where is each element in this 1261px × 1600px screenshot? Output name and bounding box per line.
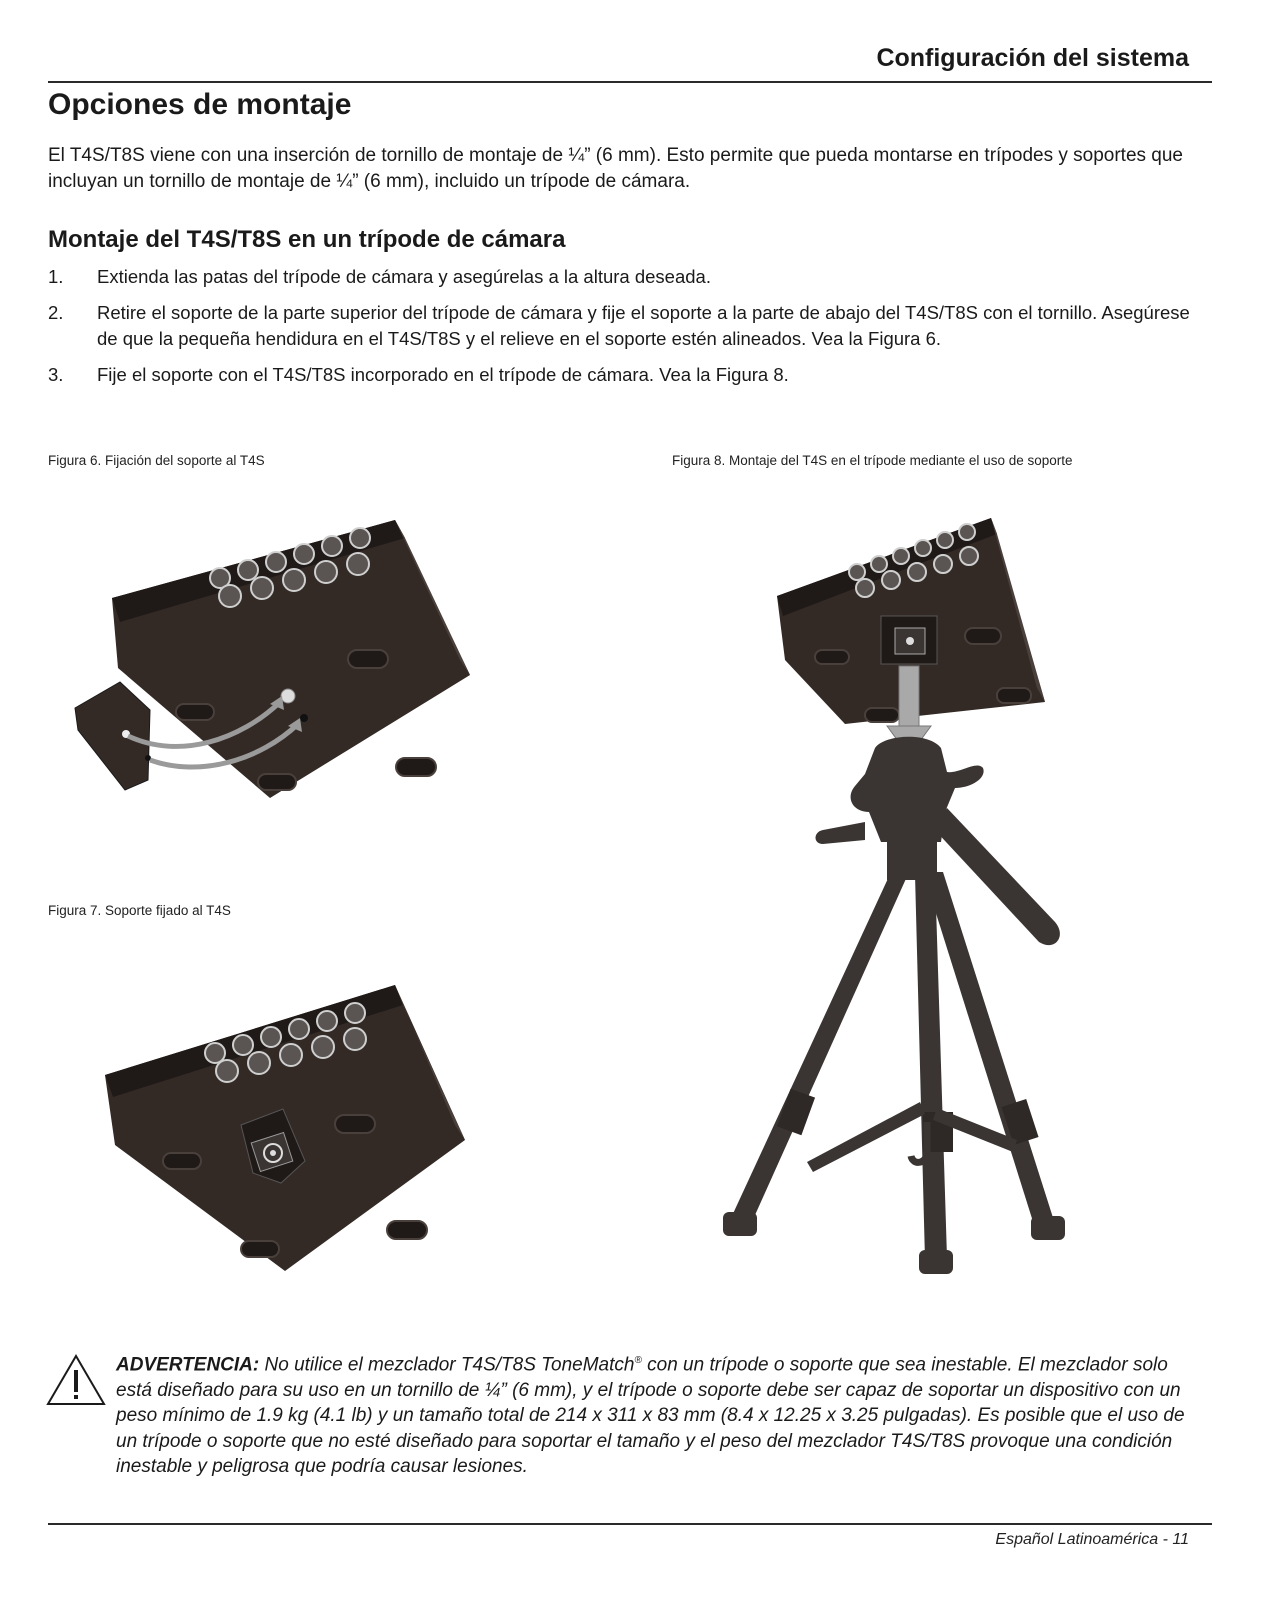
figure-7-illustration bbox=[95, 975, 470, 1275]
figure-8-illustration bbox=[715, 512, 1075, 1282]
figure-8-caption: Figura 8. Montaje del T4S en el trípode mediante el uso de soporte bbox=[672, 453, 1073, 468]
figure-6-caption: Figura 6. Fijación del soporte al T4S bbox=[48, 453, 265, 468]
figure-7-caption: Figura 7. Soporte fijado al T4S bbox=[48, 903, 231, 918]
warning-triangle-icon bbox=[44, 1352, 108, 1408]
steps-list bbox=[48, 264, 1208, 398]
step-text: Fije el soporte con el T4S/T8S incorporado en el trípode de cámara. Vea la Figura 8. bbox=[97, 364, 789, 385]
step-number: 1. bbox=[48, 266, 64, 287]
figure-6-illustration bbox=[70, 510, 480, 805]
list-item bbox=[48, 300, 1208, 352]
page-footer: Español Latinoamérica - 11 bbox=[995, 1531, 1189, 1548]
step-text: Extienda las patas del trípode de cámara y asegúrelas a la altura deseada. bbox=[97, 266, 711, 287]
footer-divider bbox=[48, 1523, 1212, 1525]
page-title: Opciones de montaje bbox=[48, 88, 352, 121]
warning-label: ADVERTENCIA: bbox=[116, 1354, 260, 1376]
list-item bbox=[48, 362, 1208, 388]
list-item bbox=[48, 264, 1208, 290]
section-title: Configuración del sistema bbox=[876, 44, 1189, 72]
step-text: Retire el soporte de la parte superior del trípode de cámara y fije el soporte a la parte de abajo del T4S/T8S con el tornillo. Asegúrese de que la pequeña hendidura en el T4S/T8S y el relieve en el soporte estén alineados. Vea la Figura 6. bbox=[97, 302, 1190, 349]
warning-text-part-2: con un trípode o soporte que sea inestable. El mezclador solo está diseñado para su uso en un tornillo de ¼” (6 mm), y el trípode o soporte debe ser capaz de soportar un dispositivo con un peso mínimo de 1.9 kg (4.1 lb) y un tamaño total de 214 x 311 x 83 mm (8.4 x 12.25 x 3.25 pulgadas). Es posible que el uso de un trípode o soporte que no esté diseñado para soportar el tamaño y el peso del mezclador T4S/T8S provoque una condición inestable y peligrosa que podría causar lesiones. bbox=[116, 1354, 1185, 1478]
intro-paragraph: El T4S/T8S viene con una inserción de tornillo de montaje de ¼” (6 mm). Esto permite que pueda montarse en trípodes y soportes que incluyan un tornillo de montaje de ¼” (6 mm), incluido un trípode de cámara. bbox=[48, 145, 1183, 192]
step-number: 2. bbox=[48, 302, 64, 323]
warning-text bbox=[116, 1348, 1191, 1480]
warning-text-part-1: No utilice el mezclador T4S/T8S ToneMatch bbox=[259, 1354, 635, 1376]
registered-mark: ® bbox=[634, 1355, 642, 1366]
subsection-title: Montaje del T4S/T8S en un trípode de cámara bbox=[48, 226, 566, 253]
step-number: 3. bbox=[48, 364, 64, 385]
header-divider bbox=[48, 81, 1212, 83]
